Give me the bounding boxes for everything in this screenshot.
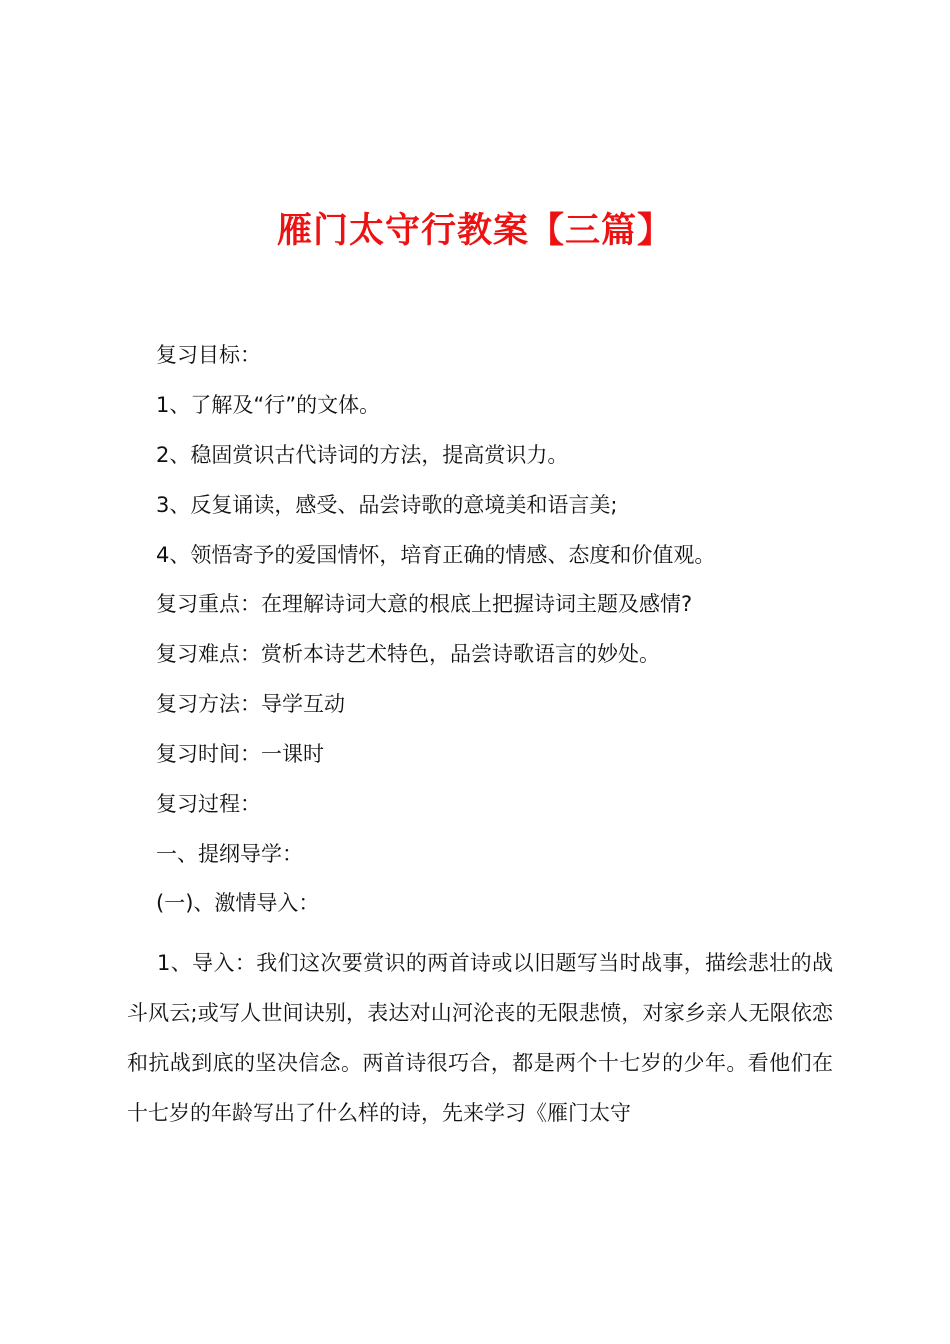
review-difficulties: 复习难点：赏析本诗艺术特色，品尝诗歌语言的妙处。: [156, 642, 660, 666]
subsection-one-heading: (一)、激情导入：: [156, 891, 320, 915]
review-method: 复习方法：导学互动: [156, 692, 345, 716]
objective-item-4: 4、领悟寄予的爱国情怀，培育正确的情感、态度和价值观。: [156, 543, 716, 567]
review-time: 复习时间：一课时: [156, 742, 324, 766]
section-one-heading: 一、提纲导学：: [156, 842, 303, 866]
document-title: 雁门太守行教案【三篇】: [276, 210, 673, 251]
objective-item-1: 1、了解及“行”的文体。: [156, 393, 381, 417]
objective-item-2: 2、稳固赏识古代诗词的方法，提高赏识力。: [156, 443, 569, 467]
intro-paragraph: 1、导入：我们这次要赏识的两首诗或以旧题写当时战事，描绘悲壮的战斗风云;或写人世间诀别，表达对山河沦丧的无限悲愤，对家乡亲人无限依恋和抗战到底的坚决信念。两首诗很巧合，都是两个十七岁的少年。看他们在十七岁的年龄写出了什么样的诗，先来学习《雁门太守: [127, 951, 833, 1125]
objective-item-3: 3、反复诵读，感受、品尝诗歌的意境美和语言美;: [156, 493, 618, 517]
review-process-heading: 复习过程：: [156, 792, 261, 816]
review-key-points: 复习重点：在理解诗词大意的根底上把握诗词主题及感情?: [156, 592, 693, 616]
review-objectives-heading: 复习目标：: [156, 343, 261, 367]
